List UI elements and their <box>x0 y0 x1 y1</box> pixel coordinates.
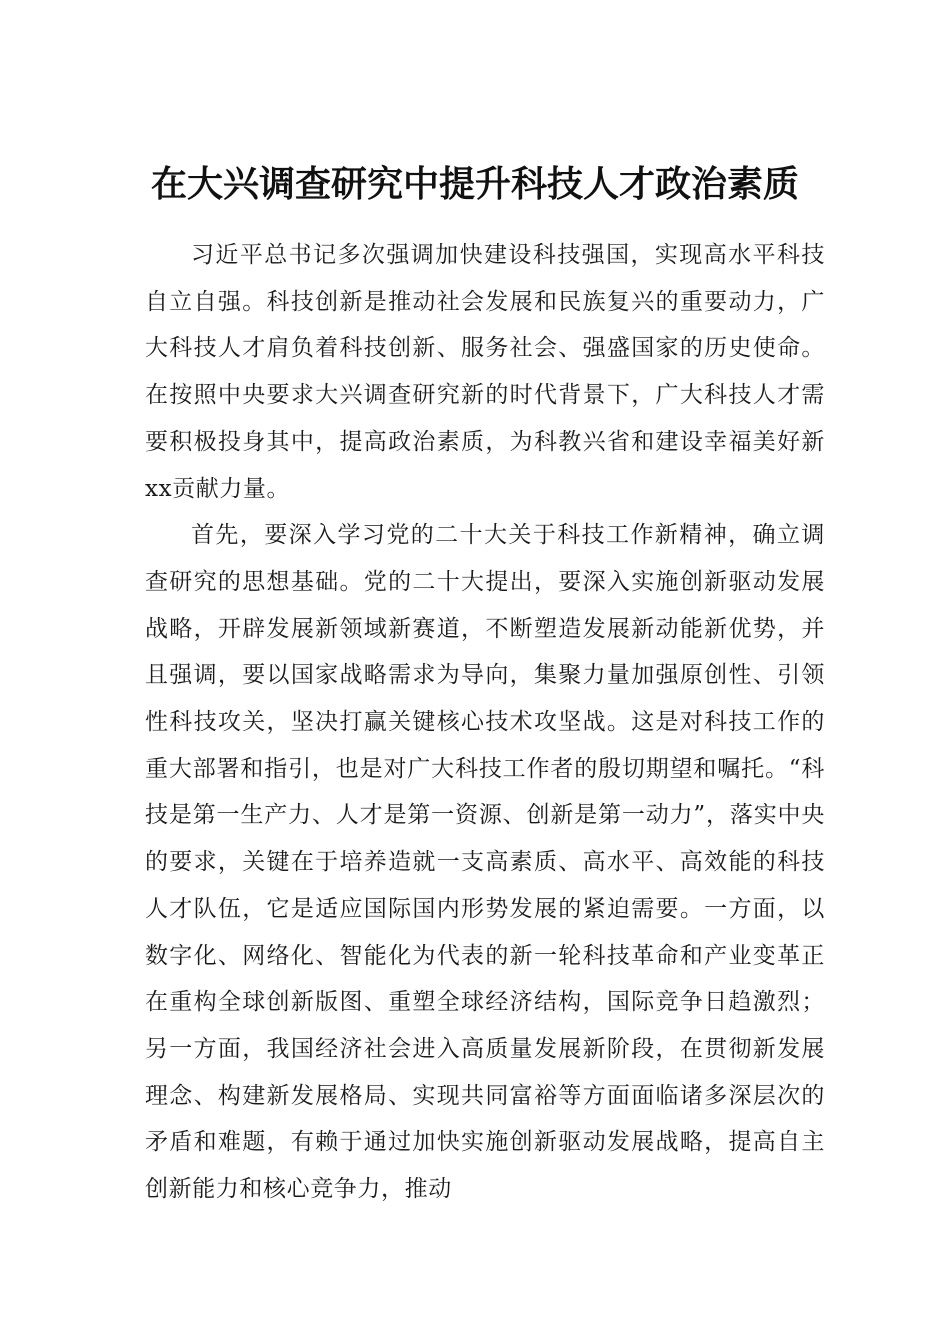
paragraph-intro: 习近平总书记多次强调加快建设科技强国，实现高水平科技自立自强。科技创新是推动社会发展和民族复兴的重要动力，广大科技人才肩负着科技创新、服务社会、强盛国家的历史使命。在按照中央要求大兴调查研究新的时代背景下，广大科技人才需要积极投身其中，提高政治素质，为科教兴省和建设幸福美好新xx贡献力量。 <box>145 242 825 502</box>
document-body <box>145 232 825 1213</box>
paragraph-first-point: 首先，要深入学习党的二十大关于科技工作新精神，确立调查研究的思想基础。党的二十大提出，要深入实施创新驱动发展战略，开辟发展新领域新赛道，不断塑造发展新动能新优势，并且强调，要以国家战略需求为导向，集聚力量加强原创性、引领性科技攻关，坚决打赢关键核心技术攻坚战。这是对科技工作的重大部署和指引，也是对广大科技工作者的殷切期望和嘱托。“科技是第一生产力、人才是第一资源、创新是第一动力”，落实中央的要求，关键在于培养造就一支高素质、高水平、高效能的科技人才队伍，它是适应国际国内形势发展的紧迫需要。一方面，以数字化、网络化、智能化为代表的新一轮科技革命和产业变革正在重构全球创新版图、重塑全球经济结构，国际竞争日趋激烈；另一方面，我国经济社会进入高质量发展新阶段，在贯彻新发展理念、构建新发展格局、实现共同富裕等方面面临诸多深层次的矛盾和难题，有赖于通过加快实施创新驱动发展战略，提高自主创新能力和核心竞争力，推动 <box>145 522 825 1203</box>
document-title: 在大兴调查研究中提升科技人才政治素质 <box>150 163 799 206</box>
